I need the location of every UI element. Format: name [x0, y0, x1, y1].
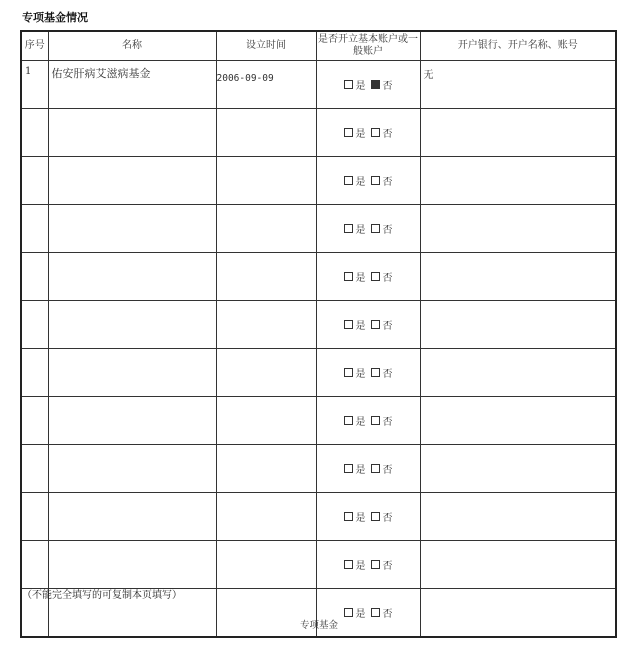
checkbox-yes[interactable]: [344, 512, 353, 521]
cell-seq[interactable]: [21, 445, 48, 493]
option-no-label: 否: [382, 369, 393, 380]
cell-date[interactable]: [216, 61, 316, 109]
checkbox-yes[interactable]: [344, 416, 353, 425]
option-yes-label: 是: [355, 321, 366, 332]
cell-name[interactable]: [48, 157, 216, 205]
table-row: [21, 397, 616, 445]
cell-bank[interactable]: [420, 253, 616, 301]
cell-bank[interactable]: [420, 541, 616, 589]
checkbox-yes[interactable]: [344, 128, 353, 137]
cell-bank[interactable]: [420, 349, 616, 397]
table-row: [21, 301, 616, 349]
fund-table: [20, 30, 617, 638]
table-body: [21, 61, 616, 638]
option-yes[interactable]: [344, 365, 366, 380]
option-no-label: 否: [382, 321, 393, 332]
cell-name[interactable]: [48, 541, 216, 589]
option-yes-label: 是: [355, 273, 366, 284]
checkbox-no[interactable]: [371, 128, 380, 137]
option-yes[interactable]: [344, 413, 366, 428]
option-yes[interactable]: [344, 509, 366, 524]
cell-account-choice: [316, 157, 420, 205]
option-yes-label: 是: [355, 561, 366, 572]
cell-account-choice: [316, 301, 420, 349]
cell-name[interactable]: [48, 205, 216, 253]
option-no[interactable]: [371, 461, 393, 476]
option-no[interactable]: [371, 269, 393, 284]
table-row: [21, 109, 616, 157]
cell-date[interactable]: [216, 301, 316, 349]
option-yes-label: 是: [355, 369, 366, 380]
checkbox-yes[interactable]: [344, 464, 353, 473]
cell-seq[interactable]: [21, 397, 48, 445]
table-row: [21, 493, 616, 541]
cell-date[interactable]: [216, 541, 316, 589]
table-row: [21, 157, 616, 205]
option-yes[interactable]: [344, 557, 366, 572]
option-no[interactable]: [371, 221, 393, 236]
cell-date[interactable]: [216, 445, 316, 493]
table-row: [21, 349, 616, 397]
cell-account-choice: [316, 493, 420, 541]
checkbox-yes[interactable]: [344, 224, 353, 233]
cell-name[interactable]: [48, 493, 216, 541]
checkbox-no[interactable]: [371, 608, 380, 617]
cell-seq[interactable]: [21, 109, 48, 157]
option-no-label: 否: [382, 417, 393, 428]
cell-seq[interactable]: [21, 541, 48, 589]
checkbox-yes[interactable]: [344, 320, 353, 329]
option-yes[interactable]: [344, 77, 366, 92]
checkbox-no[interactable]: [371, 272, 380, 281]
checkbox-yes[interactable]: [344, 176, 353, 185]
cell-bank[interactable]: [420, 493, 616, 541]
cell-account-choice: [316, 253, 420, 301]
cell-bank[interactable]: 无: [420, 61, 616, 109]
cell-name[interactable]: [48, 109, 216, 157]
option-yes[interactable]: [344, 461, 366, 476]
cell-seq[interactable]: [21, 493, 48, 541]
header-date: 设立时间: [216, 31, 316, 61]
checkbox-no[interactable]: [371, 512, 380, 521]
option-no-label: 否: [382, 513, 393, 524]
cell-date[interactable]: [216, 205, 316, 253]
cell-seq[interactable]: 1: [21, 61, 48, 109]
cell-account-choice: [316, 61, 420, 109]
table-row: [21, 61, 616, 109]
cell-seq[interactable]: [21, 253, 48, 301]
page-footer: 专项基金: [299, 620, 338, 631]
header-seq: 序号: [21, 31, 48, 61]
option-yes-label: 是: [355, 609, 366, 620]
checkbox-no[interactable]: [371, 224, 380, 233]
cell-seq[interactable]: [21, 157, 48, 205]
cell-account-choice: [316, 541, 420, 589]
option-yes[interactable]: [344, 125, 366, 140]
checkbox-no[interactable]: [371, 464, 380, 473]
copy-note: （不能完全填写的可复制本页填写）: [22, 590, 182, 601]
option-no-label: 否: [382, 273, 393, 284]
option-yes[interactable]: [344, 269, 366, 284]
option-no[interactable]: [371, 557, 393, 572]
option-no[interactable]: [371, 413, 393, 428]
option-yes-label: 是: [355, 81, 366, 92]
cell-bank[interactable]: [420, 445, 616, 493]
cell-name[interactable]: 佑安肝病艾滋病基金: [48, 61, 216, 109]
cell-seq[interactable]: [21, 301, 48, 349]
option-no[interactable]: [371, 509, 393, 524]
checkbox-no[interactable]: [371, 416, 380, 425]
cell-date[interactable]: [216, 109, 316, 157]
cell-name[interactable]: [48, 445, 216, 493]
option-yes[interactable]: [344, 317, 366, 332]
option-no[interactable]: [371, 173, 393, 188]
table-row: [21, 205, 616, 253]
cell-seq[interactable]: [21, 349, 48, 397]
option-yes-label: 是: [355, 129, 366, 140]
option-yes-label: 是: [355, 225, 366, 236]
checkbox-no[interactable]: [371, 368, 380, 377]
option-no-label: 否: [382, 129, 393, 140]
cell-account-choice: [316, 445, 420, 493]
cell-seq[interactable]: [21, 205, 48, 253]
table-row: [21, 253, 616, 301]
option-yes-label: 是: [355, 417, 366, 428]
section-title: 专项基金情况: [22, 11, 88, 24]
cell-name[interactable]: [48, 253, 216, 301]
checkbox-yes[interactable]: [344, 368, 353, 377]
checkbox-no[interactable]: [371, 80, 380, 89]
table-row: [21, 541, 616, 589]
option-no-label: 否: [382, 177, 393, 188]
cell-account-choice: [316, 109, 420, 157]
header-bank: 开户银行、开户名称、账号: [420, 31, 616, 61]
option-yes[interactable]: [344, 221, 366, 236]
option-yes-label: 是: [355, 465, 366, 476]
checkbox-no[interactable]: [371, 176, 380, 185]
cell-account-choice: [316, 205, 420, 253]
header-name: 名称: [48, 31, 216, 61]
checkbox-yes[interactable]: [344, 80, 353, 89]
table-row: [21, 445, 616, 493]
cell-date-text: 2006-09-09: [216, 73, 274, 84]
checkbox-no[interactable]: [371, 320, 380, 329]
checkbox-no[interactable]: [371, 560, 380, 569]
option-no-label: 否: [382, 561, 393, 572]
cell-name[interactable]: [48, 349, 216, 397]
option-no[interactable]: [371, 365, 393, 380]
cell-bank[interactable]: [420, 157, 616, 205]
option-yes-label: 是: [355, 177, 366, 188]
cell-account-choice: [316, 397, 420, 445]
option-no[interactable]: [371, 125, 393, 140]
cell-date[interactable]: [216, 253, 316, 301]
cell-name[interactable]: [48, 397, 216, 445]
cell-bank[interactable]: [420, 109, 616, 157]
option-no[interactable]: [371, 317, 393, 332]
option-no-label: 否: [382, 465, 393, 476]
cell-date[interactable]: [216, 493, 316, 541]
cell-date[interactable]: [216, 349, 316, 397]
cell-account-choice: [316, 349, 420, 397]
option-no-label: 否: [382, 225, 393, 236]
cell-date[interactable]: [216, 157, 316, 205]
checkbox-yes[interactable]: [344, 560, 353, 569]
table-header-row: [21, 31, 616, 61]
option-yes-label: 是: [355, 513, 366, 524]
option-yes[interactable]: [344, 173, 366, 188]
checkbox-yes[interactable]: [344, 608, 353, 617]
option-no-label: 否: [382, 609, 393, 620]
cell-bank[interactable]: [420, 397, 616, 445]
header-account: 是否开立基本账户或一般账户: [316, 31, 420, 61]
option-no[interactable]: [371, 77, 393, 92]
cell-date[interactable]: [216, 397, 316, 445]
cell-bank[interactable]: [420, 205, 616, 253]
cell-bank[interactable]: [420, 301, 616, 349]
option-no-label: 否: [382, 81, 393, 92]
cell-name[interactable]: [48, 301, 216, 349]
checkbox-yes[interactable]: [344, 272, 353, 281]
